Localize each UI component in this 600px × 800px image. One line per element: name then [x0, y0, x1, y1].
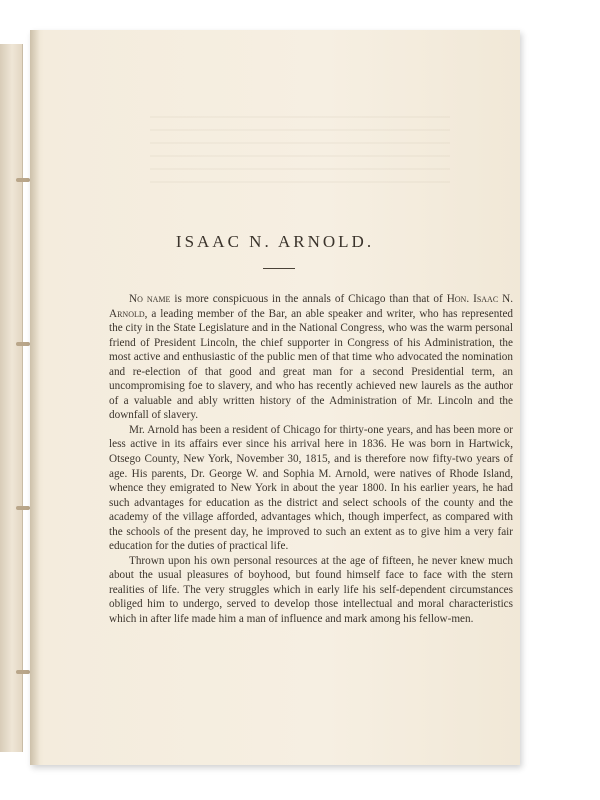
paragraph-2: Mr. Arnold has been a resident of Chicago for thirty-one years, and has been more or less active in its affairs ever since his arrival here in 1836. He was born in Hartwick, Otsego County, New York, November 30, 1815, and is therefore now fifty-two years of age. His parents, Dr. George W. and Sophia M. Arnold, were natives of Rhode Island, whence they emigrated to New York in about the year 1800. In his earlier years, he had such advantages for education as the district and select schools of the county and the academy of the village afforded, advantages which, though imperfect, as compared with the schools of the present day, he improved to such an extent as to give him a very fair education for the duties of practical life.: [109, 423, 513, 553]
paragraph-1-rest: , a leading member of the Bar, an able speaker and writer, who has represented the city in the State Legislature and in the National Congress, who was the warm personal friend of President Lincoln, the chief supporter in Congress of his Administration, the most active and enthusiastic of the public men of that time who advocated the nomination and re-election of that good and great man for a second Presidential term, an uncompromising foe to slavery, and who has recently achieved new laurels as the author of a valuable and ably written history of the Administration of Mr. Lincoln and the downfall of slavery.: [109, 307, 513, 422]
paragraph-1-text: is more conspicuous in the annals of Chicago than that of: [170, 293, 447, 305]
binding-stitch: [16, 506, 30, 510]
page-title: ISAAC N. ARNOLD.: [175, 232, 375, 251]
binding-stitch: [16, 178, 30, 182]
book-spine: [0, 44, 23, 752]
paragraph-1: [109, 292, 513, 423]
body-text: [109, 292, 513, 627]
open-book: [0, 30, 520, 765]
subject-name: Hon. Isaac N. Arnold: [109, 293, 513, 320]
binding-stitch: [16, 342, 30, 346]
binding-stitch: [16, 670, 30, 674]
book-page: [30, 30, 520, 765]
paragraph-3: Thrown upon his own personal resources at the age of fifteen, he never knew much about the usual pleasures of boyhood, but found himself face to face with the stern realities of life. The very struggles which in early life his self-dependent circumstances obliged him to undergo, served to develop those intellectual and moral characteristics which in after life made him a man of influence and mark among his fellow-men.: [109, 554, 513, 626]
lead-words: No name: [129, 293, 171, 305]
title-rule: [263, 268, 295, 269]
show-through-text: [150, 116, 450, 186]
